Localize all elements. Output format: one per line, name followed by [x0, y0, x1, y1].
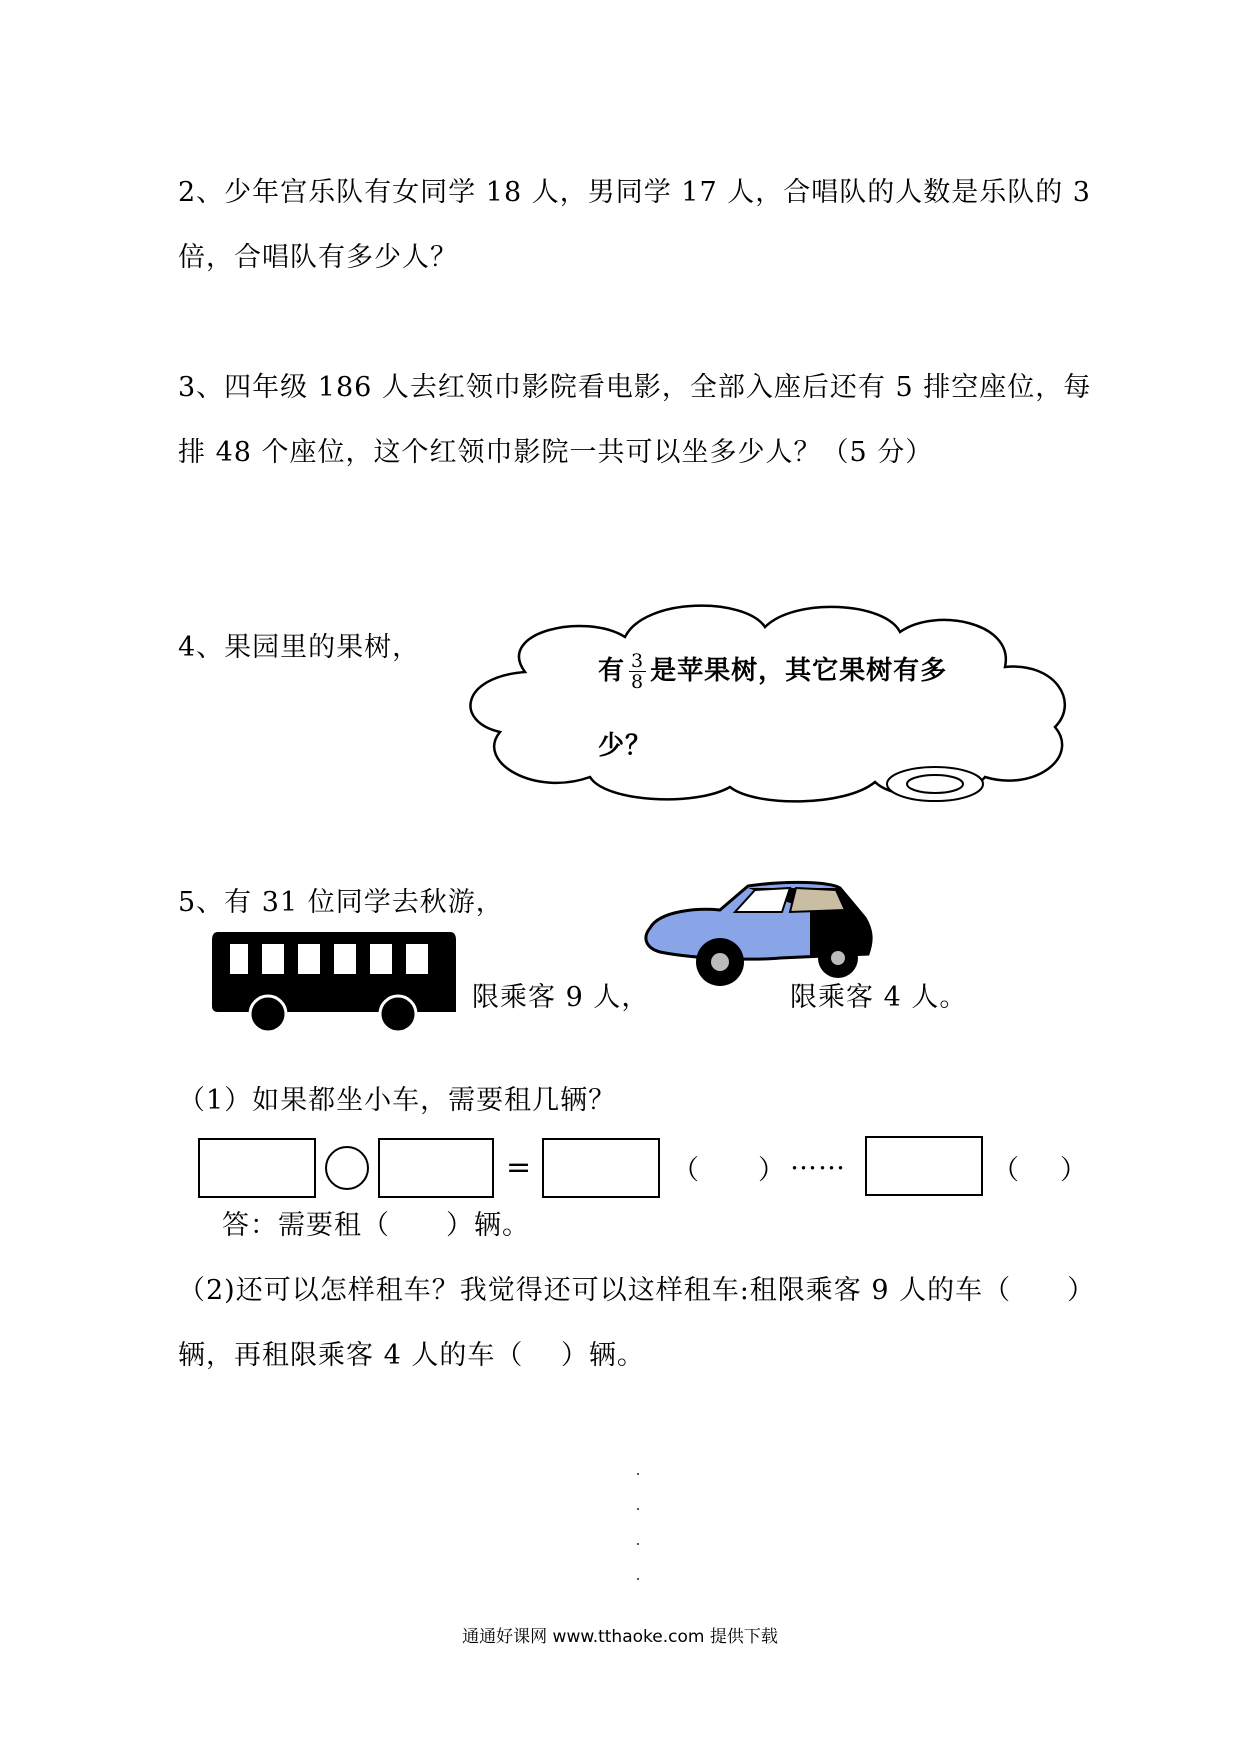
- q5-sub1: （1）如果都坐小车，需要租几辆？: [178, 1085, 617, 1116]
- thought-cloud-icon: [455, 592, 1085, 807]
- bus-capacity: 限乘客 9 人，: [472, 982, 650, 1013]
- fraction: [629, 651, 646, 692]
- car-capacity: 限乘客 4 人。: [790, 982, 968, 1013]
- answer-box-3[interactable]: [542, 1138, 660, 1198]
- equals-sign: =: [506, 1150, 533, 1185]
- answer-box-4[interactable]: [865, 1136, 983, 1196]
- q5-intro: 5、有 31 位同学去秋游，: [178, 887, 504, 918]
- paren-close-2: ）: [1060, 1155, 1088, 1186]
- q3-line2: 排 48 个座位，这个红领巾影院一共可以坐多少人？（5 分）: [178, 437, 934, 468]
- q4-intro: 4、果园里的果树，: [178, 632, 421, 663]
- bus-icon: [210, 932, 460, 1032]
- cloud-text-before: 有: [598, 656, 626, 686]
- operator-circle[interactable]: [325, 1146, 369, 1190]
- q2-line1: 2、少年宫乐队有女同学 18 人，男同学 17 人，合唱队的人数是乐队的 3: [178, 177, 1091, 208]
- fraction-denominator: 8: [631, 671, 645, 693]
- ellipsis: ……: [790, 1145, 846, 1176]
- paren-open-1: （: [672, 1155, 700, 1186]
- answer-box-1[interactable]: [198, 1138, 316, 1198]
- q5-answer: 答：需要租（ ）辆。: [222, 1210, 530, 1241]
- fraction-numerator: 3: [631, 650, 645, 672]
- paren-open-2: （: [992, 1155, 1020, 1186]
- decorative-dot: [637, 1473, 639, 1475]
- decorative-dot: [637, 1508, 639, 1510]
- cloud-text-line2: 少？: [598, 731, 653, 761]
- answer-box-2[interactable]: [378, 1138, 494, 1198]
- q2-line2: 倍，合唱队有多少人？: [178, 242, 458, 273]
- q3-line1: 3、四年级 186 人去红领巾影院看电影，全部入座后还有 5 排空座位，每: [178, 372, 1092, 403]
- paren-close-1: ）: [758, 1155, 786, 1186]
- q5-sub2-line1: （2)还可以怎样租车？我觉得还可以这样租车:租限乘客 9 人的车（ ）: [178, 1275, 1096, 1306]
- footer-text: 通通好课网 www.tthaoke.com 提供下载: [462, 1627, 778, 1647]
- decorative-dot: [637, 1543, 639, 1545]
- q5-sub2-line2: 辆，再租限乘客 4 人的车（ ）辆。: [178, 1340, 645, 1371]
- decorative-dot: [637, 1578, 639, 1580]
- cloud-text-line1: [598, 650, 947, 692]
- cloud-text-after: 是苹果树，其它果树有多: [650, 656, 948, 686]
